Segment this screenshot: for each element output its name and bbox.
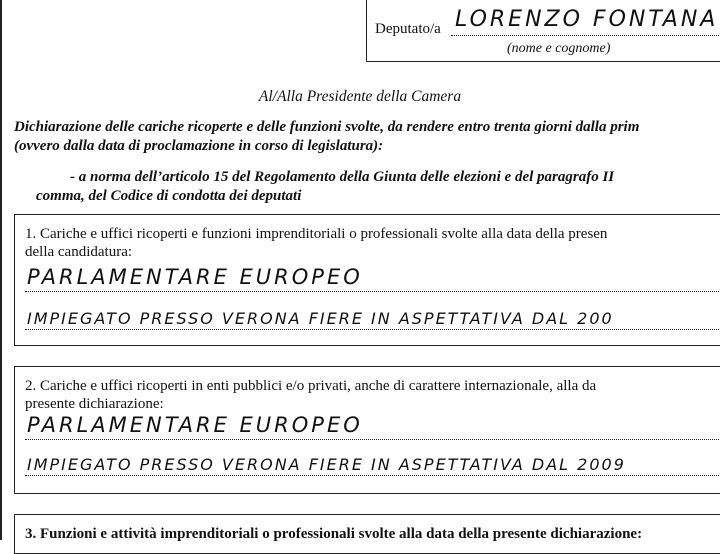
deputy-label: Deputato/a xyxy=(375,21,441,37)
section-2-title xyxy=(25,377,720,413)
deputy-name-handwritten: LORENZO FONTANA xyxy=(455,7,719,32)
declaration-line-1: Dichiarazione delle cariche ricoperte e delle funzioni svolte, da rendere entro trenta giorni dalla prim xyxy=(14,119,640,135)
section-1-answer-line-1 xyxy=(25,291,720,292)
section-2-answer-line-2 xyxy=(25,475,720,476)
section-2-answer-line-1 xyxy=(25,439,720,440)
declaration-line-2: (ovvero dalla data di proclamazione in corso di legislatura): xyxy=(14,138,384,154)
declaration-heading xyxy=(14,118,720,156)
section-3 xyxy=(14,514,720,554)
page-left-border xyxy=(0,0,2,540)
norm-reference xyxy=(36,168,720,206)
section-1-answer-line-2 xyxy=(25,329,720,330)
addressee-line: Al/Alla Presidente della Camera xyxy=(258,88,462,105)
section-2 xyxy=(14,366,720,494)
section-1-answer-1: PARLAMENTARE EUROPEO xyxy=(27,265,363,289)
section-2-answer-1: PARLAMENTARE EUROPEO xyxy=(27,413,363,437)
norm-line-2: comma, del Codice di condotta dei deputati xyxy=(36,188,302,204)
deputy-name-note: (nome e cognome) xyxy=(507,41,611,56)
section-1-title-line-1: 1. Cariche e uffici ricoperti e funzioni imprenditoriali o professionali svolte alla data della presen xyxy=(25,226,608,242)
section-1-title xyxy=(25,225,720,261)
deputy-name-line xyxy=(451,35,720,36)
section-1-answer-2: IMPIEGATO PRESSO VERONA FIERE IN ASPETTATIVA DAL 200 xyxy=(27,309,614,328)
section-1-title-line-2: della candidatura: xyxy=(25,244,133,260)
section-3-title: 3. Funzioni e attività imprenditoriali o professionali svolte alla data della presente dichiarazione: xyxy=(25,526,643,542)
section-2-title-line-2: presente dichiarazione: xyxy=(25,396,164,412)
section-1 xyxy=(14,214,720,346)
norm-line-1: - a norma dell’articolo 15 del Regolamento della Giunta delle elezioni e del paragrafo II xyxy=(70,169,615,185)
section-2-answer-2: IMPIEGATO PRESSO VERONA FIERE IN ASPETTATIVA DAL 2009 xyxy=(27,455,626,474)
section-2-title-line-1: 2. Cariche e uffici ricoperti in enti pubblici e/o privati, anche di carattere internazionale, alla da xyxy=(25,378,597,394)
deputy-box xyxy=(366,0,720,62)
